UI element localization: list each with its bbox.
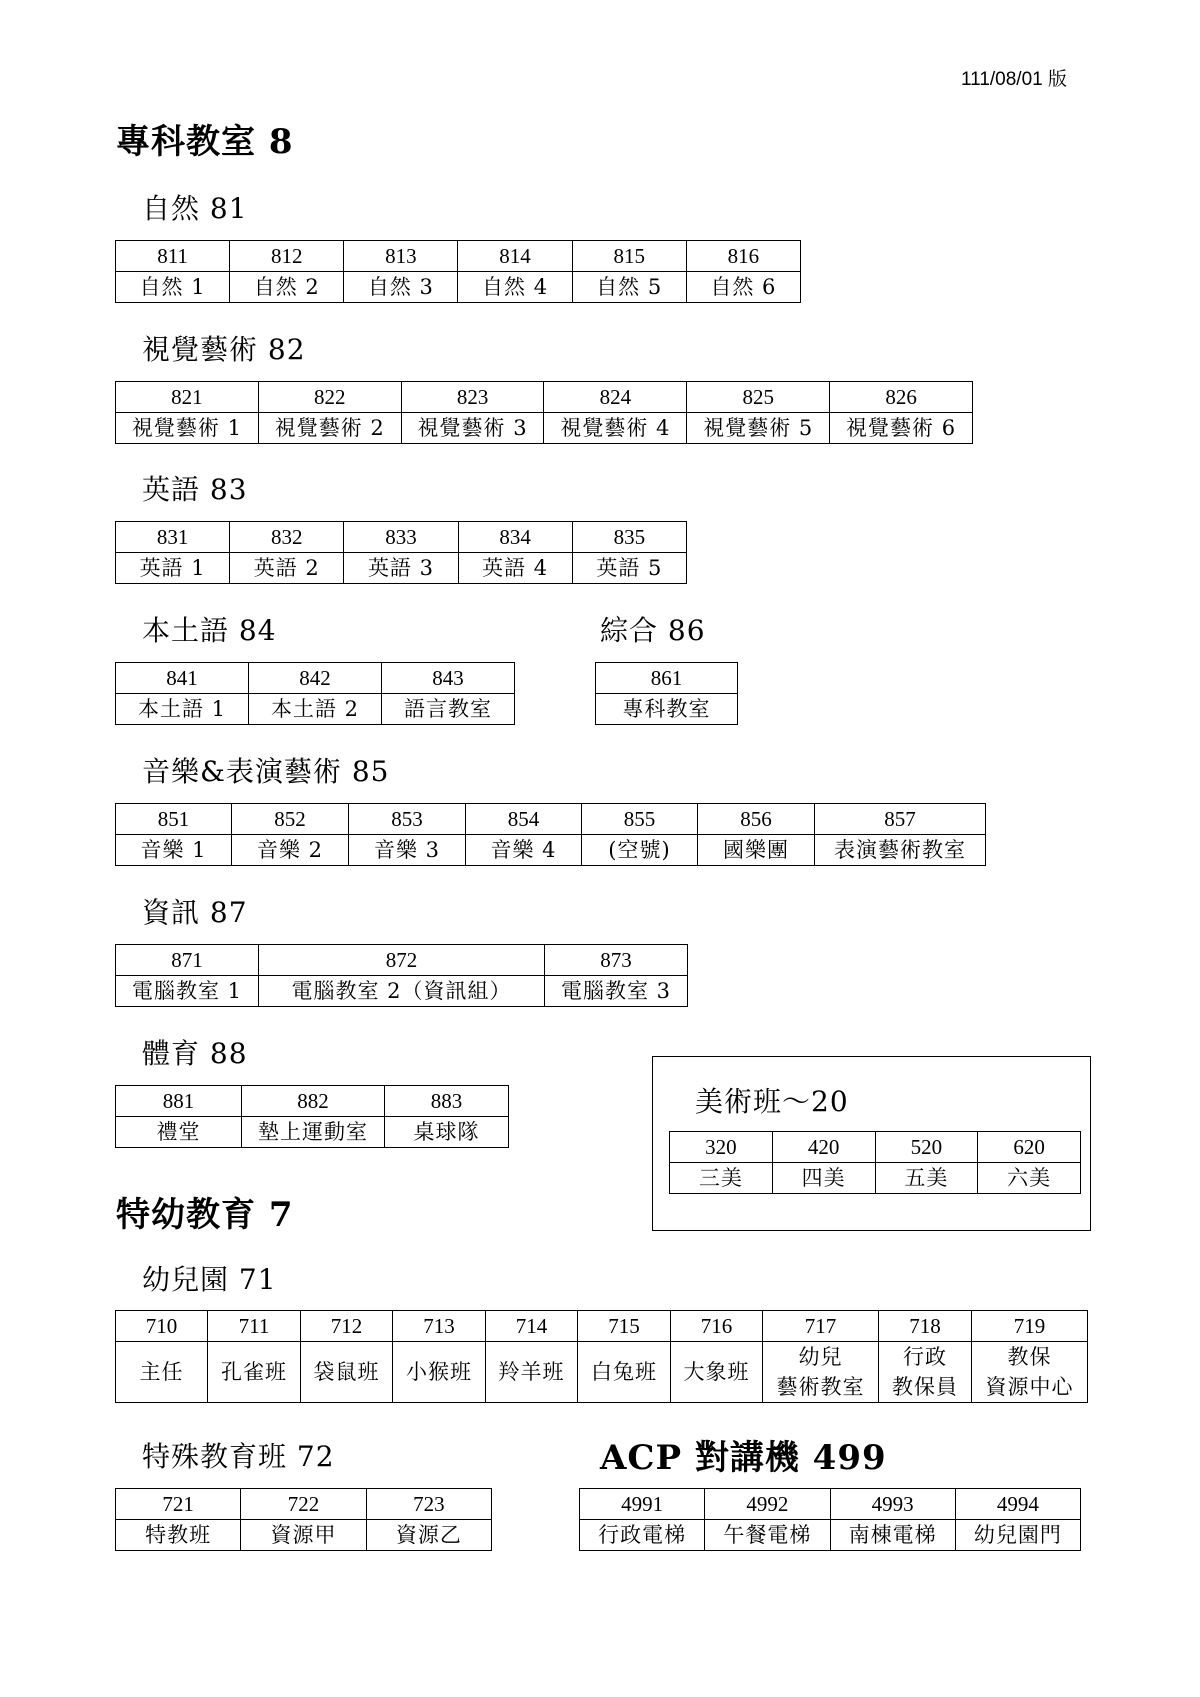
extension-number-cell: 715 (578, 1311, 671, 1342)
extension-number-cell: 420 (772, 1132, 875, 1163)
room-name-row (116, 413, 973, 444)
extension-number-cell: 833 (344, 522, 458, 553)
room-name-cell: 電腦教室 3 (545, 976, 688, 1007)
room-name-cell: 自然 2 (230, 272, 344, 303)
extension-number-cell: 814 (458, 241, 572, 272)
room-name-cell: 幼兒 藝術教室 (763, 1342, 879, 1403)
music-title: 音樂&表演藝術 85 (142, 755, 390, 788)
extension-number-cell: 716 (671, 1311, 763, 1342)
pe-table (115, 1085, 509, 1148)
extension-number-cell: 822 (258, 382, 401, 413)
extension-number-cell: 861 (596, 663, 738, 694)
room-name-row (670, 1163, 1081, 1194)
room-name-cell: 孔雀班 (208, 1342, 301, 1403)
extension-number-cell: 520 (875, 1132, 978, 1163)
extension-number-cell: 813 (344, 241, 458, 272)
room-name-cell: 視覺藝術 1 (116, 413, 259, 444)
extension-number-cell: 821 (116, 382, 259, 413)
extension-number-cell: 4991 (580, 1489, 705, 1520)
special-education-title: 特幼教育 7 (116, 1195, 294, 1235)
room-name-cell: 四美 (772, 1163, 875, 1194)
extension-number-cell: 851 (116, 804, 232, 835)
art-class-title: 美術班～20 (695, 1085, 849, 1118)
room-name-cell: 視覺藝術 5 (687, 413, 830, 444)
acp-intercom-title: ACP 對講機 499 (600, 1438, 887, 1478)
room-name-cell: 羚羊班 (486, 1342, 578, 1403)
extension-number-row (116, 382, 973, 413)
room-name-cell: 行政電梯 (580, 1520, 705, 1551)
extension-number-cell: 824 (544, 382, 687, 413)
room-name-row (116, 553, 687, 584)
extension-number-row (670, 1132, 1081, 1163)
extension-number-row (116, 804, 986, 835)
room-name-cell: 資源甲 (241, 1520, 366, 1551)
room-name-row (580, 1520, 1081, 1551)
extension-number-cell: 721 (116, 1489, 241, 1520)
it-table (115, 944, 688, 1007)
room-name-cell: 五美 (875, 1163, 978, 1194)
room-name-cell: 袋鼠班 (301, 1342, 393, 1403)
extension-number-cell: 816 (686, 241, 800, 272)
room-name-cell: 英語 5 (572, 553, 686, 584)
extension-number-cell: 883 (385, 1086, 509, 1117)
room-name-cell: 自然 6 (686, 272, 800, 303)
extension-number-cell: 620 (978, 1132, 1081, 1163)
extension-number-cell: 856 (698, 804, 815, 835)
room-name-row (116, 694, 515, 725)
room-name-row (116, 976, 688, 1007)
it-title: 資訊 87 (142, 896, 248, 929)
extension-number-cell: 873 (545, 945, 688, 976)
kindergarten-title: 幼兒園 71 (142, 1263, 277, 1296)
room-name-cell: 英語 2 (230, 553, 344, 584)
room-name-cell: 音樂 2 (232, 835, 349, 866)
room-name-cell: 專科教室 (596, 694, 738, 725)
extension-number-cell: 712 (301, 1311, 393, 1342)
native-language-title: 本土語 84 (142, 614, 277, 647)
room-name-row (596, 694, 738, 725)
extension-number-cell: 832 (230, 522, 344, 553)
room-name-cell: 英語 3 (344, 553, 458, 584)
room-name-cell: 自然 1 (116, 272, 230, 303)
science-table (115, 240, 801, 303)
room-name-cell: 本土語 1 (116, 694, 249, 725)
extension-number-row (116, 1086, 509, 1117)
room-name-cell: 英語 4 (458, 553, 572, 584)
room-name-cell: 主任 (116, 1342, 208, 1403)
extension-number-cell: 811 (116, 241, 230, 272)
extension-number-cell: 854 (466, 804, 582, 835)
extension-number-cell: 714 (486, 1311, 578, 1342)
room-name-cell: 自然 5 (572, 272, 686, 303)
extension-number-row (116, 241, 801, 272)
room-name-cell: 大象班 (671, 1342, 763, 1403)
extension-number-cell: 719 (972, 1311, 1088, 1342)
extension-number-cell: 843 (382, 663, 515, 694)
special-class-table (115, 1488, 492, 1551)
extension-number-row (116, 522, 687, 553)
room-name-cell: 小猴班 (393, 1342, 486, 1403)
room-name-cell: 音樂 4 (466, 835, 582, 866)
extension-number-cell: 852 (232, 804, 349, 835)
extension-number-cell: 835 (572, 522, 686, 553)
room-name-cell: 資源乙 (366, 1520, 491, 1551)
room-name-cell: 音樂 3 (349, 835, 466, 866)
room-name-cell: 六美 (978, 1163, 1081, 1194)
room-name-cell: 電腦教室 1 (116, 976, 259, 1007)
room-name-row (116, 1117, 509, 1148)
room-name-cell: 幼兒園門 (955, 1520, 1080, 1551)
extension-number-cell: 871 (116, 945, 259, 976)
extension-number-cell: 718 (879, 1311, 972, 1342)
extension-number-cell: 831 (116, 522, 230, 553)
extension-number-cell: 825 (687, 382, 830, 413)
room-name-cell: 南棟電梯 (830, 1520, 955, 1551)
room-name-cell: 英語 1 (116, 553, 230, 584)
extension-number-cell: 713 (393, 1311, 486, 1342)
acp-intercom-table (579, 1488, 1081, 1551)
extension-number-row (116, 1489, 492, 1520)
pe-title: 體育 88 (142, 1037, 248, 1070)
extension-number-cell: 841 (116, 663, 249, 694)
room-name-cell: 自然 3 (344, 272, 458, 303)
room-name-cell: 視覺藝術 2 (258, 413, 401, 444)
room-name-cell: 午餐電梯 (705, 1520, 830, 1551)
room-name-cell: 教保 資源中心 (972, 1342, 1088, 1403)
integrated-table (595, 662, 738, 725)
extension-number-cell: 4992 (705, 1489, 830, 1520)
kindergarten-table (115, 1310, 1088, 1403)
extension-number-cell: 823 (401, 382, 544, 413)
room-name-cell: 視覺藝術 3 (401, 413, 544, 444)
room-name-cell: 本土語 2 (249, 694, 382, 725)
room-name-cell: 表演藝術教室 (815, 835, 986, 866)
extension-number-cell: 4994 (955, 1489, 1080, 1520)
version-label: 111/08/01 版 (961, 69, 1067, 90)
room-name-cell: 視覺藝術 4 (544, 413, 687, 444)
room-name-cell: 電腦教室 2（資訊組） (259, 976, 545, 1007)
extension-number-cell: 4993 (830, 1489, 955, 1520)
extension-number-cell: 320 (670, 1132, 773, 1163)
room-name-cell: 桌球隊 (385, 1117, 509, 1148)
room-name-cell: 特教班 (116, 1520, 241, 1551)
english-table (115, 521, 687, 584)
extension-number-cell: 842 (249, 663, 382, 694)
room-name-cell: 白兔班 (578, 1342, 671, 1403)
native-language-table (115, 662, 515, 725)
visual-arts-title: 視覺藝術 82 (142, 333, 306, 366)
music-table (115, 803, 986, 866)
extension-number-cell: 711 (208, 1311, 301, 1342)
extension-number-cell: 881 (116, 1086, 242, 1117)
extension-number-row (116, 663, 515, 694)
special-classrooms-title: 專科教室 8 (116, 122, 294, 162)
extension-number-cell: 717 (763, 1311, 879, 1342)
extension-number-row (596, 663, 738, 694)
extension-number-cell: 855 (582, 804, 698, 835)
room-name-cell: 國樂團 (698, 835, 815, 866)
extension-number-cell: 812 (230, 241, 344, 272)
room-name-row (116, 1342, 1088, 1403)
extension-number-cell: 857 (815, 804, 986, 835)
english-title: 英語 83 (142, 473, 248, 506)
extension-number-cell: 815 (572, 241, 686, 272)
room-name-row (116, 1520, 492, 1551)
visual-arts-table (115, 381, 973, 444)
room-name-cell: 行政 教保員 (879, 1342, 972, 1403)
extension-number-cell: 882 (242, 1086, 385, 1117)
extension-number-cell: 853 (349, 804, 466, 835)
room-name-cell: 視覺藝術 6 (830, 413, 973, 444)
integrated-title: 綜合 86 (600, 614, 706, 647)
art-class-table (669, 1131, 1081, 1194)
extension-number-cell: 722 (241, 1489, 366, 1520)
extension-number-cell: 834 (458, 522, 572, 553)
extension-number-cell: 872 (259, 945, 545, 976)
room-name-cell: 音樂 1 (116, 835, 232, 866)
room-name-cell: 禮堂 (116, 1117, 242, 1148)
room-name-row (116, 272, 801, 303)
room-name-cell: 三美 (670, 1163, 773, 1194)
room-name-cell: 自然 4 (458, 272, 572, 303)
room-name-cell: (空號) (582, 835, 698, 866)
extension-number-cell: 723 (366, 1489, 491, 1520)
extension-number-cell: 826 (830, 382, 973, 413)
extension-number-row (580, 1489, 1081, 1520)
science-title: 自然 81 (142, 192, 248, 225)
room-name-cell: 墊上運動室 (242, 1117, 385, 1148)
extension-number-row (116, 945, 688, 976)
room-name-row (116, 835, 986, 866)
special-class-title: 特殊教育班 72 (142, 1440, 335, 1473)
extension-number-row (116, 1311, 1088, 1342)
extension-number-cell: 710 (116, 1311, 208, 1342)
room-name-cell: 語言教室 (382, 694, 515, 725)
